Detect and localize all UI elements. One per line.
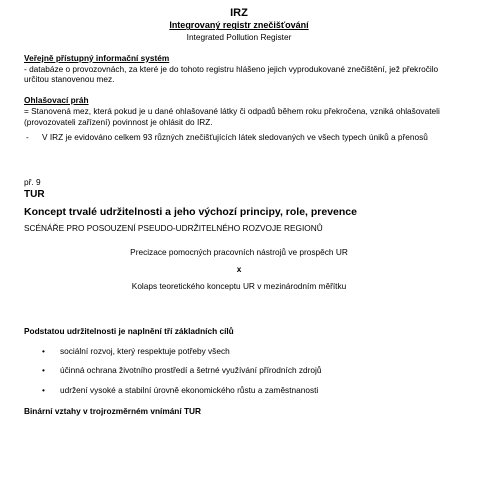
list-item <box>42 346 454 357</box>
section1-heading: Veřejně přístupný informační systém <box>24 52 170 63</box>
doc-title: Integrovaný registr znečišťování <box>169 20 309 31</box>
list-item <box>42 365 454 376</box>
section1-text: - databáze o provozovnách, za které je do tohoto registru hlášeno jejich vyprodukované znečištění, jež překročilo určitou stanovenou mez. <box>24 63 439 85</box>
bullet-marker: • <box>42 345 45 356</box>
bullet-marker: • <box>42 365 45 376</box>
section2-heading: Ohlašovací práh <box>24 95 89 106</box>
bullet-text: sociální rozvoj, který respektuje potřeby všech <box>60 345 230 356</box>
section4-line2: Kolaps teoretického konceptu UR v mezinárodním měřítku <box>131 281 347 291</box>
dash-marker: - <box>26 132 29 143</box>
section4-label: př. 9 <box>24 177 41 188</box>
bullet-text: udržení vysoké a stabilní úrovně ekonomického růstu a zaměstnanosti <box>60 385 319 396</box>
section3-text: V IRZ je evidováno celkem 93 různých znečišťujících látek sledovaných ve všech typech úniků a přenosů <box>42 132 428 143</box>
bullet-marker: • <box>42 385 45 396</box>
section3-item <box>24 132 454 143</box>
bullet-text: účinná ochrana životního prostředí a šetrné využívání přírodních zdrojů <box>60 365 322 376</box>
section2-text: = Stanovená mez, která pokud je u dané ohlašované látky či odpadů během roku překročena, vzniká ohlašovateli (provozovateli zařízení) povinnost je ohlásit do IRZ. <box>24 105 440 127</box>
document-page <box>24 6 454 417</box>
section4-line1: Precizace pomocných pracovních nástrojů ve prospěch UR <box>130 247 348 258</box>
doc-abbr-irz: IRZ <box>230 7 248 19</box>
doc-subtitle: Integrated Pollution Register <box>186 31 292 42</box>
section4-subheading: SCÉNÁŘE PRO POSOUZENÍ PSEUDO-UDRŽITELNÉHO ROZVOJE REGIONŮ <box>24 222 323 233</box>
section6-heading: Binární vztahy v trojrozměrném vnímání TUR <box>24 405 202 416</box>
section5-heading: Podstatou udržitelnosti je naplnění tří základních cílů <box>24 325 234 336</box>
section4-x: x <box>236 264 242 275</box>
section4-abbr: TUR <box>24 189 45 201</box>
section4-heading: Koncept trvalé udržitelnosti a jeho výchozí principy, role, prevence <box>24 206 357 219</box>
list-item <box>42 385 454 396</box>
